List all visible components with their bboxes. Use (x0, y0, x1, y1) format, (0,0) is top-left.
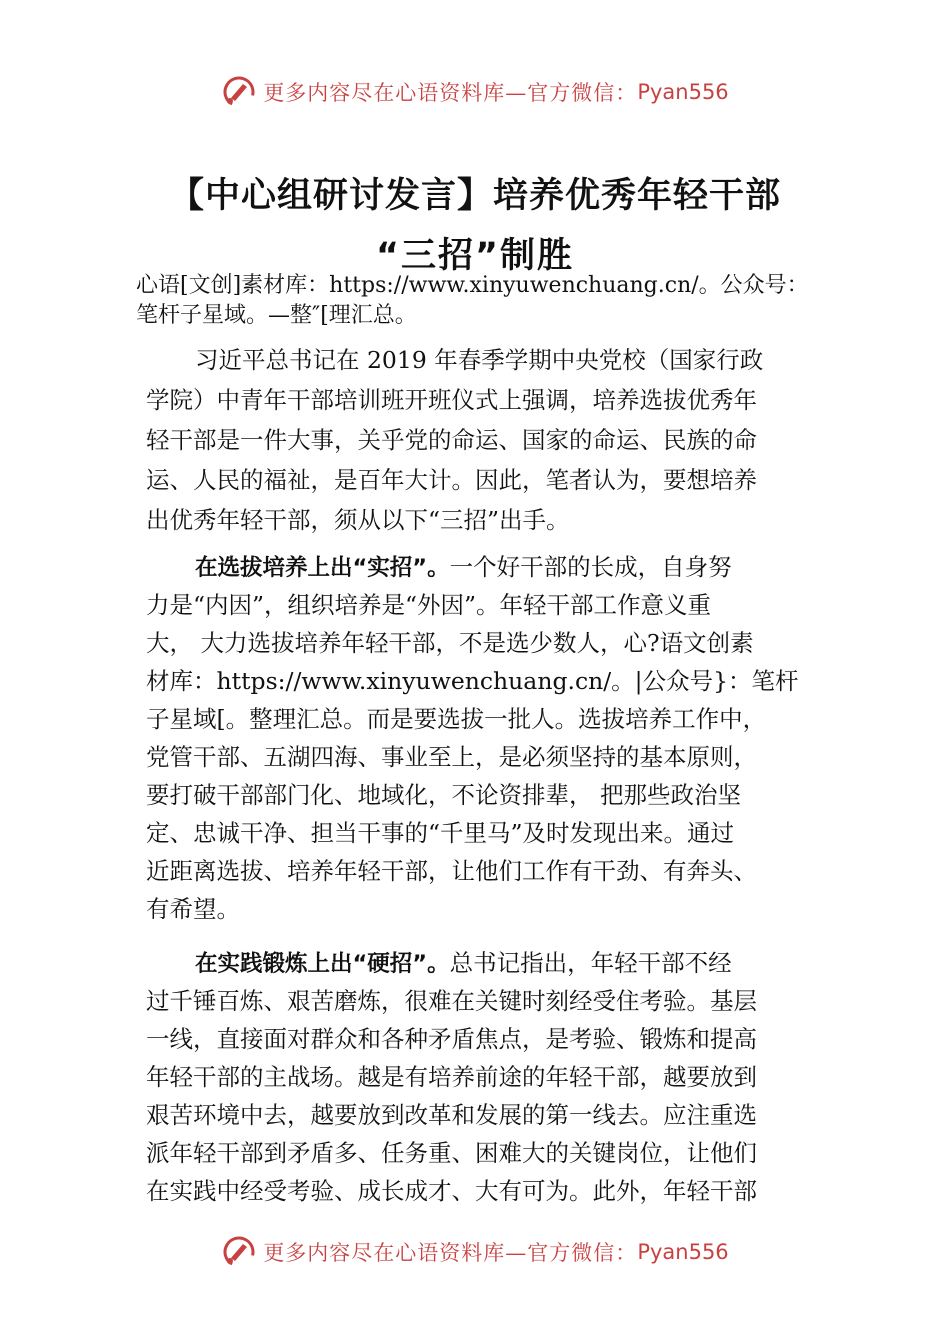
text-line: 在实践中经受考验、成长成才、大有可为。此外，年轻干部 (146, 1177, 757, 1205)
text-line: 近距离选拔、培养年轻干部，让他们工作有干劲、有奔头、 (146, 857, 757, 885)
footer-banner (0, 1232, 950, 1272)
text-line: 出优秀年轻干部，须从以下“三招”出手。 (146, 506, 570, 534)
text-line: 材库：https://www.xinyuwenchuang.cn/。|公众号}：笔杆 (146, 667, 799, 695)
text-line: 一线，直接面对群众和各种矛盾焦点，是考验、锻炼和提高 (146, 1025, 757, 1053)
document-title-line-2: “三招”制胜 (375, 236, 574, 276)
banner-wechat-id: Pyan556 (637, 1240, 729, 1264)
text-line: 学院）中青年干部培训班开班仪式上强调，培养选拔优秀年 (146, 386, 757, 414)
banner-text: 更多内容尽在心语资料库—官方微信： (263, 81, 638, 105)
text-line: 定、忠诚干净、担当干事的“千里马”及时发现出来。通过 (146, 819, 735, 847)
text-line (195, 948, 732, 979)
text-line: 力是“内因”，组织培养是“外因”。年轻干部工作意义重 (146, 591, 712, 619)
text-span: 一个好干部的长成，自身努 (449, 553, 732, 581)
source-line-1: 心语[文创]素材库：https://www.xinyuwenchuang.cn/。公众号： (136, 273, 809, 298)
text-line: 大， 大力选拔培养年轻干部，不是选少数人，心?语文创素 (146, 629, 754, 657)
section-heading: 在选拔培养上出“实招”。 (195, 555, 450, 581)
text-line: 习近平总书记在 2019 年春季学期中央党校（国家行政 (195, 346, 764, 374)
banner-wechat-id: Pyan556 (637, 80, 729, 104)
source-line-2: 笔杆子星域。—整″[理汇总。 (136, 303, 417, 328)
text-line: 要打破干部部门化、地域化，不论资排辈， 把那些政治坚 (146, 781, 741, 809)
text-line: 过千锤百炼、艰苦磨炼，很难在关键时刻经受住考验。基层 (146, 987, 757, 1015)
text-line: 有希望。 (146, 895, 240, 923)
text-line: 艰苦环境中去，越要放到改革和发展的第一线去。应注重选 (146, 1101, 757, 1129)
text-line: 运、人民的福祉，是百年大计。因此，笔者认为，要想培养 (146, 466, 757, 494)
text-span: 总书记指出，年轻干部不经 (449, 949, 732, 977)
header-banner (0, 72, 950, 112)
text-line: 派年轻干部到矛盾多、任务重、困难大的关键岗位，让他们 (146, 1139, 757, 1167)
section-heading: 在实践锻炼上出“硬招”。 (195, 951, 450, 977)
text-line (195, 552, 732, 583)
document-title-line-1: 【中心组研讨发言】培养优秀年轻干部 (168, 176, 781, 216)
text-line: 年轻干部的主战场。越是有培养前途的年轻干部，越要放到 (146, 1063, 757, 1091)
text-line: 党管干部、五湖四海、事业至上，是必须坚持的基本原则， (146, 743, 757, 771)
brand-logo-icon (221, 74, 257, 110)
brand-logo-icon (221, 1234, 257, 1270)
banner-text: 更多内容尽在心语资料库—官方微信： (263, 1241, 638, 1265)
text-line: 子星域[。整理汇总。而是要选拔一批人。选拔培养工作中， (146, 705, 767, 733)
text-line: 轻干部是一件大事，关乎党的命运、国家的命运、民族的命 (146, 426, 757, 454)
